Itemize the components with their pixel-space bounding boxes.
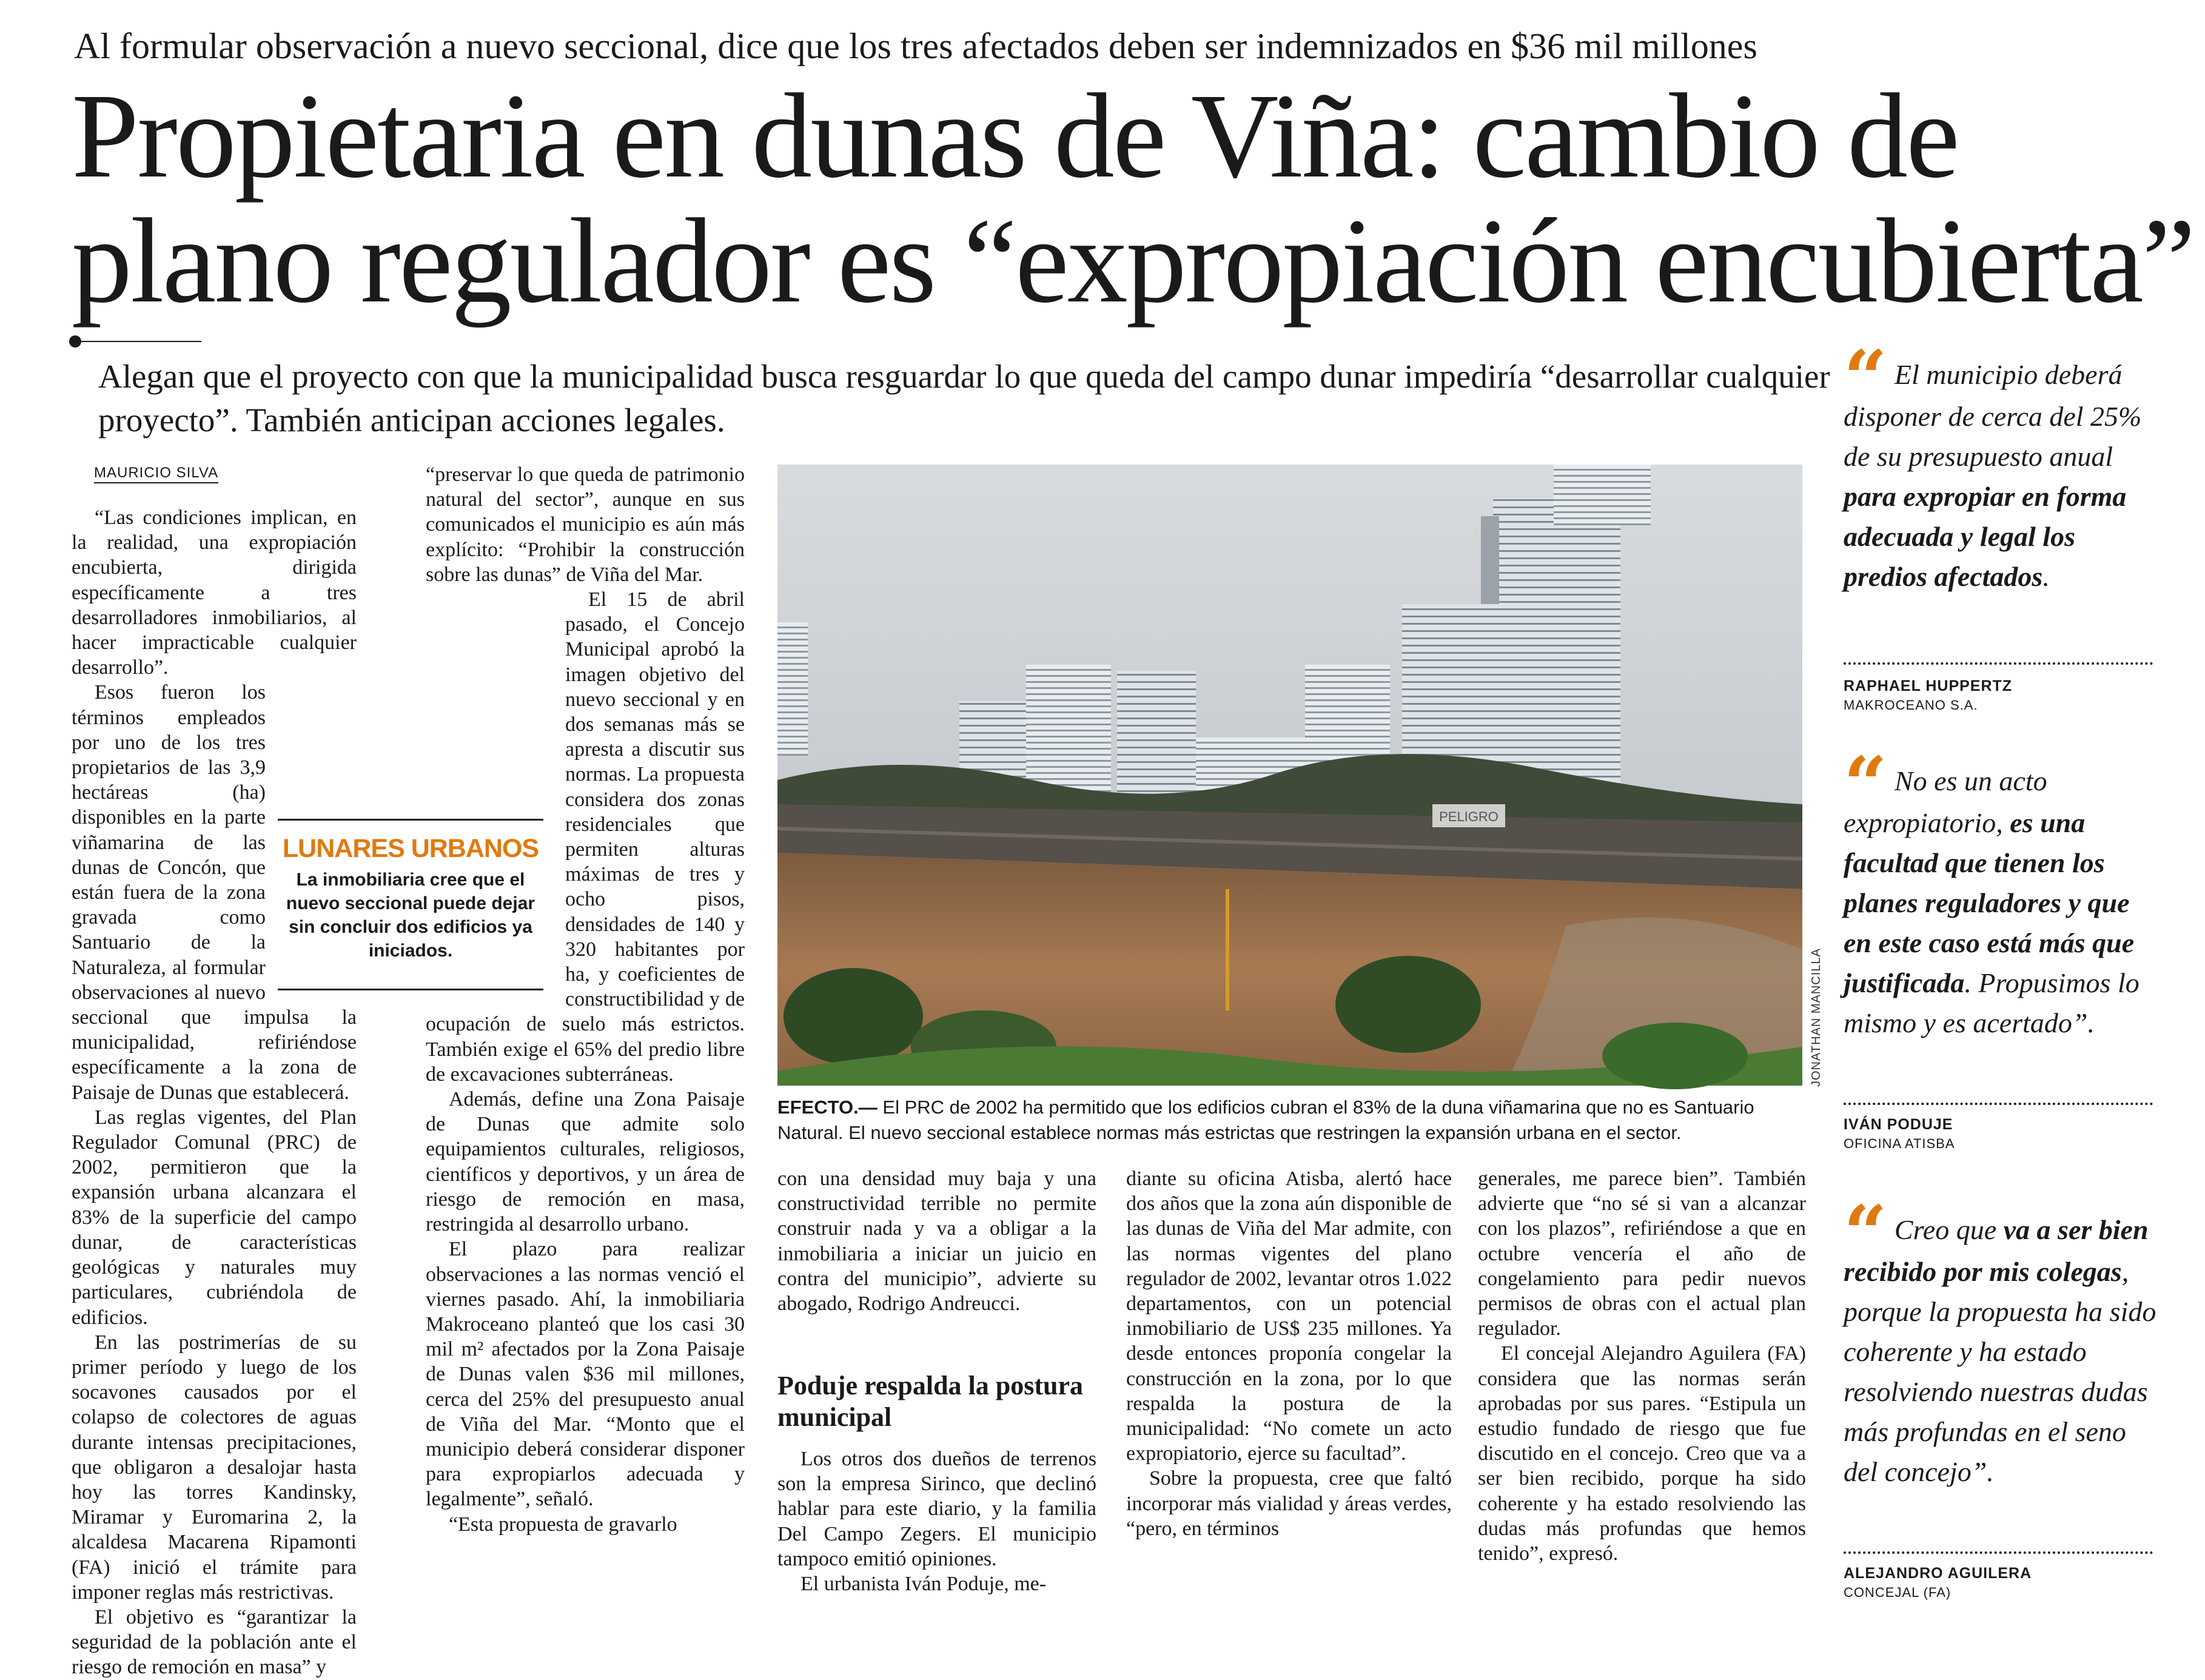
paragraph: diante su oficina Atisba, alertó hace dos años que la zona aún disponible de las dunas de Viña del Mar admite, con las normas vigentes del plano regulador de 2002, levantar otros 1.022 departamentos, con un potencial inmobiliario de US$ 235 millones. Ya desde entonces proponía congelar la construcción en la zona, por lo que respalda la postura de la municipalidad: “No comete un acto expropiatorio, ejerce su facultad”. xyxy=(1126,1168,1452,1465)
quote-text: El municipio deberá disponer de cerca del 25% de su presupuesto anual xyxy=(1844,359,2142,472)
photo-caption xyxy=(777,1095,1808,1146)
section-rule-dot xyxy=(69,335,81,348)
paragraph: El plazo para realizar observaciones a las normas venció el viernes pasado. Ahí, la inmobiliaria Makroceano planteó que los casi 30 mil m² afectados por la Zona Paisaje de Dunas valen $36 mil millones, cerca del 25% del presupuesto anual de Viña del Mar. “Monto que el municipio deberá considerar disponer para expropiarlos adecuada y legalmente”, señaló. xyxy=(426,1238,745,1511)
paragraph: En las postrimerías de su primer período y luego de los socavones causados por el colapso de colectores de aguas durante intensas precipitaciones, que obligaron a desalojar hasta hoy las torres Kandinsky, Miramar y Euromarina 2, la alcaldesa Macarena Ripamonti (FA) inició el trámite para imponer reglas más restrictivas. xyxy=(72,1331,357,1604)
caption-label: EFECTO.— xyxy=(777,1097,878,1118)
paragraph: Los otros dos dueños de terrenos son la empresa Sirinco, que declinó hablar para este diario, y la familia Del Campo Zegers. El municipio tampoco emitió opiniones. xyxy=(777,1448,1096,1570)
headline-line-2: plano regulador es “expropiación encubierta” xyxy=(72,194,2194,328)
quote-mark-icon: “ xyxy=(1844,334,1887,423)
paragraph: Sobre la propuesta, cree que faltó incorporar más vialidad y áreas verdes, “pero, en términos xyxy=(1126,1467,1452,1540)
photo-credit: JONATHAN MANCILLA xyxy=(1810,948,1823,1087)
quote-author-name: IVÁN PODUJE xyxy=(1844,1116,1953,1133)
pull-quote-2 xyxy=(1844,741,2159,1043)
quote-mark-icon: “ xyxy=(1844,1189,1887,1278)
photo-illustration xyxy=(777,465,1802,1086)
article-column-1 xyxy=(72,505,357,1680)
quote-divider xyxy=(1844,1103,2153,1105)
quote-text: Creo que xyxy=(1894,1214,2004,1245)
pull-quote-3 xyxy=(1844,1189,2159,1492)
warning-sign-text: PELIGRO xyxy=(1439,809,1499,824)
headline-line-1: Propietaria en dunas de Viña: cambio de xyxy=(72,69,1958,203)
article-column-3 xyxy=(777,1166,1096,1316)
paragraph: generales, me parece bien”. También advierte que “no sé si van a alcanzar con los plazos”, refiriéndose a que en octubre vencería el año de congelamiento para pedir nuevos permisos de obras con el actual plan regulador. xyxy=(1478,1168,1806,1340)
paragraph: “preservar lo que queda de patrimonio natural del sector”, aunque en sus comunicados el municipio es aún más explícito: “Prohibir la construcción sobre las dunas” de Viña del Mar. xyxy=(426,463,745,586)
quote-divider xyxy=(1844,662,2153,665)
paragraph: “Las condiciones implican, en la realidad, una expropiación encubierta, dirigida específicamente a tres desarrolladores inmobiliarios, al hacer impracticable cualquier desarrollo”. xyxy=(72,506,357,679)
quote-bold-text: para expropiar en forma adecuada y legal los predios afectados xyxy=(1844,481,2127,592)
article-column-3-continued xyxy=(777,1446,1096,1596)
sidebar-box xyxy=(278,819,543,990)
caption-text: El PRC de 2002 ha permitido que los edificios cubran el 83% de la duna viñamarina que no es Santuario Natural. El nuevo seccional establece normas más estrictas que restringen la expansión urbana en el sector. xyxy=(777,1097,1754,1143)
paragraph: El objetivo es “garantizar la seguridad de la población ante el riesgo de remoción en masa” y xyxy=(72,1605,357,1679)
quote-bold-text: va a ser bien recibido por mis colegas xyxy=(1844,1214,2149,1287)
paragraph: El concejal Alejandro Aguilera (FA) considera que las normas serán aprobadas por sus pares. “Estipula un estudio fundado de riesgo que fue discutido en el concejo. Creo que va a ser bien recibido, porque ha sido coherente y ha estado resolviendo las dudas más profundas que hemos tenido”, expresó. xyxy=(1478,1342,1806,1565)
lead-paragraph: Alegan que el proyecto con que la municipalidad busca resguardar lo que queda del campo dunar impediría “desarrollar cualquier proyecto”. También anticipan acciones legales. xyxy=(98,358,1830,438)
paragraph: Además, define una Zona Paisaje de Dunas que admite solo equipamientos culturales, religiosos, científicos y deportivos, y un área de riesgo de remoción en masa, restringida al desarrollo urbano. xyxy=(426,1088,745,1236)
headline xyxy=(72,69,2194,328)
quote-tail: , porque la propuesta ha sido coherente y ha estado resolviendo nuestras dudas más profundas en el seno del concejo”. xyxy=(1844,1256,2156,1487)
quote-author-role: OFICINA ATISBA xyxy=(1844,1136,1955,1151)
article-column-2 xyxy=(426,462,745,1537)
paragraph: Las reglas vigentes, del Plan Regulador Comunal (PRC) de 2002, permitieron que la expansión urbana alcanzara el 83% de la superficie del campo dunar, de características geológicas y naturales muy particulares, cubriéndola de edificios. xyxy=(72,1106,357,1329)
paragraph: “Esta propuesta de gravarlo xyxy=(449,1513,677,1536)
news-photo xyxy=(777,465,1802,1086)
quote-bold-text: es una facultad que tienen los planes reguladores y que en este caso está más que justificada xyxy=(1844,807,2135,998)
article-column-5 xyxy=(1478,1166,1806,1566)
quote-author-role: CONCEJAL (FA) xyxy=(1844,1585,1952,1600)
byline: MAURICIO SILVA xyxy=(94,464,218,483)
paragraph: El 15 de abril pasado, el Concejo Municipal aprobó la imagen objetivo del nuevo seccional y en dos semanas más se apresta a discutir sus normas. La propuesta considera dos zonas residenciales que permiten alturas máximas de tres y ocho pisos, densidades de 140 y 320 habitantes por ha, y coeficientes de constructibilidad y de ocupación de suelo más estrictos. También exige el 65% del predio libre de excavaciones subterráneas. xyxy=(426,588,745,1086)
subheading: Poduje respalda la postura municipal xyxy=(777,1371,1084,1432)
pull-quote-1 xyxy=(1844,334,2159,597)
quote-mark-icon: “ xyxy=(1844,741,1887,829)
quote-tail: . xyxy=(2042,561,2050,592)
quote-divider xyxy=(1844,1551,2153,1554)
quote-author-name: ALEJANDRO AGUILERA xyxy=(1844,1565,2032,1582)
sidebar-body: La inmobiliaria cree que el nuevo seccional puede dejar sin concluir dos edificios ya iniciados. xyxy=(286,870,535,961)
quote-tail: . Propusimos lo mismo y es acertado”. xyxy=(1844,967,2140,1038)
quote-author-name: RAPHAEL HUPPERTZ xyxy=(1844,677,2013,694)
quote-author-role: MAKROCEANO S.A. xyxy=(1844,697,1978,713)
kicker: Al formular observación a nuevo seccional, dice que los tres afectados deben ser indemnizados en $36 mil millones xyxy=(74,26,1757,66)
sidebar-title: LUNARES URBANOS xyxy=(282,834,539,863)
paragraph: con una densidad muy baja y una constructividad terrible no permite construir nada y va a obligar a la inmobiliaria a iniciar un juicio en contra del municipio”, advierte su abogado, Rodrigo Andreucci. xyxy=(777,1168,1096,1315)
paragraph: Esos fueron los términos empleados por uno de los tres propietarios de las 3,9 hectáreas (ha) disponibles en la parte viñamarina de las dunas de Concón, que están fuera de la zona gravada como Santuario de la Naturaleza, al formular observaciones al nuevo seccional que impulsa la municipalidad, refiriéndose específicamente a la zona de Paisaje de Dunas que establecerá. xyxy=(72,681,357,1104)
quote-text: No es un acto expropiatorio, xyxy=(1844,765,2047,838)
article-column-4 xyxy=(1126,1166,1452,1541)
section-rule-line xyxy=(81,341,201,342)
paragraph: El urbanista Iván Poduje, me- xyxy=(800,1573,1047,1596)
